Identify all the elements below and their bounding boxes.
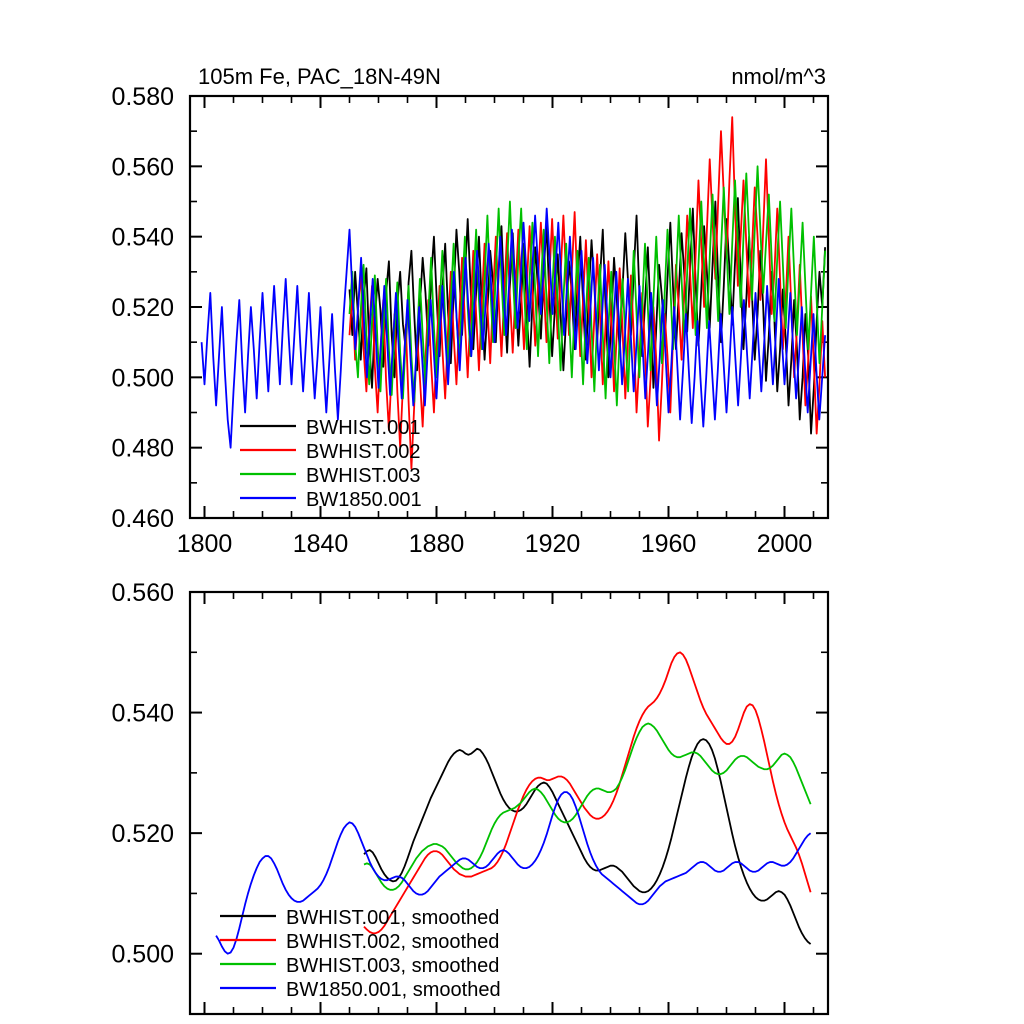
y-tick-label: 0.540 — [111, 223, 174, 252]
y-tick-label: 0.520 — [111, 294, 174, 322]
legend — [240, 417, 422, 511]
y-tick-label: 0.520 — [111, 820, 174, 849]
chart-title-left: 105m Fe, PAC_18N-49N — [198, 64, 441, 89]
y-tick-label: 0.560 — [111, 153, 174, 182]
x-tick-label: 1960 — [640, 530, 697, 558]
x-tick-label: 2000 — [756, 530, 813, 558]
legend-label: BWHIST.003, smoothed — [286, 955, 500, 977]
legend-label: BWHIST.001 — [306, 417, 421, 439]
y-tick-label: 0.460 — [111, 505, 174, 533]
series-line — [216, 792, 811, 954]
x-tick-label: 1880 — [408, 530, 465, 558]
chart-units-label: nmol/m^3 — [731, 64, 826, 89]
legend-label: BW1850.001 — [306, 489, 422, 511]
legend-label: BWHIST.003 — [306, 465, 421, 487]
y-tick-label: 0.500 — [111, 364, 174, 393]
x-tick-label: 1840 — [292, 530, 349, 558]
chart-panel-bottom — [111, 579, 828, 1014]
legend-label: BW1850.001, smoothed — [286, 979, 501, 1001]
legend — [220, 907, 501, 1001]
y-tick-label: 0.580 — [111, 83, 174, 111]
legend-label: BWHIST.002 — [306, 441, 421, 463]
chart-panel-top — [111, 64, 828, 558]
y-tick-label: 0.540 — [111, 699, 174, 728]
legend-label: BWHIST.001, smoothed — [286, 907, 500, 929]
x-tick-label: 1920 — [524, 530, 581, 558]
y-tick-label: 0.500 — [111, 940, 174, 969]
y-tick-label: 0.480 — [111, 434, 174, 463]
y-tick-label: 0.560 — [111, 579, 174, 607]
series-group — [202, 117, 826, 469]
x-tick-label: 1800 — [176, 530, 233, 558]
series-line — [364, 652, 811, 933]
legend-label: BWHIST.002, smoothed — [286, 931, 500, 953]
